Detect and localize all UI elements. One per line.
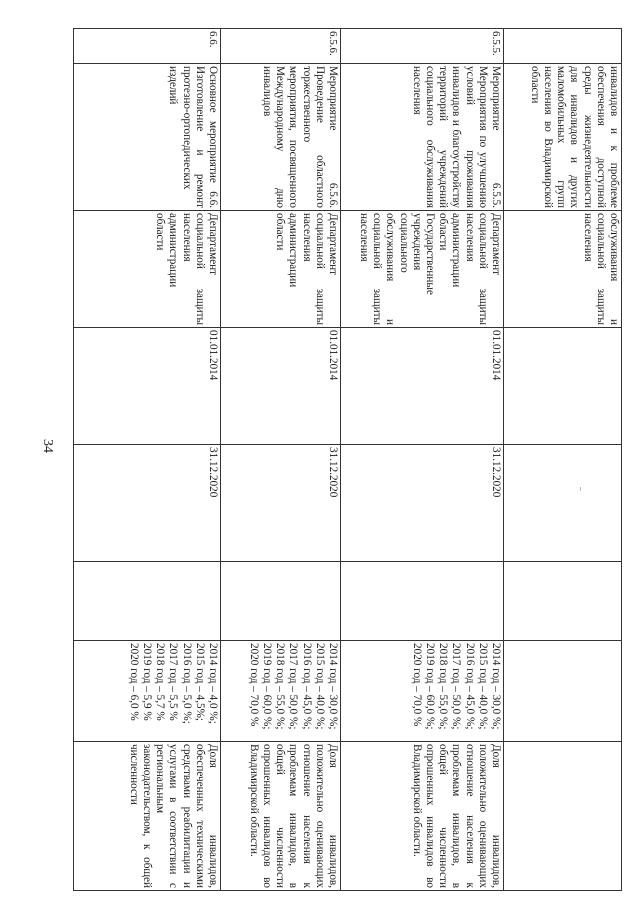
value-line: 2017 год – 50,0 %; [287, 643, 300, 730]
value-line: 2019 год – 60,0 %; [260, 643, 273, 730]
value-line: 2018 год – 5,7 % [154, 643, 167, 721]
row-number-cell [504, 29, 622, 64]
value-line: 2014 год – 30,0 %; [327, 643, 339, 730]
indicator-cell: Доля инвалидов, положительно оценивающих отношение населения к проблемам инвалидов, в общей численности опрошенных инвалидов во Владимирской области. [221, 742, 341, 891]
spacer-cell [221, 562, 341, 641]
value-line: 2020 год – 6,0 % [127, 643, 140, 721]
value-line: 2016 год – 45,0 %; [463, 643, 476, 730]
end-date-cell: 31.12.2020 [74, 445, 221, 562]
value-line: 2014 год – 4,0 %; [207, 643, 219, 724]
value-line: 2018 год – 55,0 %; [437, 643, 450, 730]
value-line: 2016 год – 5,0 %; [180, 643, 193, 724]
rotated-page-frame [74, 28, 622, 890]
values-cell [504, 641, 622, 742]
executor-cell: Департамент социальной защиты населения администрации области [221, 211, 341, 328]
table-row [341, 29, 504, 891]
table-row [221, 29, 341, 891]
values-cell [74, 641, 221, 742]
executor-cell: Департамент социальной защиты населения администрации области Государственные учреждения социального обслуживания и социальной защиты населения [341, 211, 504, 328]
value-line: 2015 год – 40,0 %; [313, 643, 326, 730]
value-line: 2019 год – 60,0 %; [423, 643, 436, 730]
measure-cell: Мероприятие 6.5.5. Мероприятия по улучшению условий проживания инвалидов и благоустройству территорий учреждений социального обслуживания населения [341, 64, 504, 211]
values-cell [341, 641, 504, 742]
value-line: 2014 год – 30,0 %; [490, 643, 502, 730]
row-number-cell: 6.6. [74, 29, 221, 64]
end-date-cell: 31.12.2020 [341, 445, 504, 562]
start-date-cell: 01.01.2014 [221, 328, 341, 445]
measure-cell: Основное мероприятие 6.6. Изготовление и ремонт протезно-ортопедических изделий [74, 64, 221, 211]
measure-cell: Мероприятие 6.5.6. Проведение областного торжественного мероприятия, посвященного Международному дню инвалидов [221, 64, 341, 211]
start-date-cell: 01.01.2014 [341, 328, 504, 445]
spacer-cell [74, 562, 221, 641]
executor-cell: Департамент социальной защиты населения администрации области [74, 211, 221, 328]
indicator-cell: Доля инвалидов, обеспеченных техническими средствами реабилитации и услугами в соответствии с региональным законодательством, к общей численности [74, 742, 221, 891]
value-line: 2019 год – 5,9 % [140, 643, 153, 721]
value-line: 2017 год – 5,5 % [167, 643, 180, 721]
value-line: 2020 год – 70,0 % [410, 643, 423, 727]
table-row [74, 29, 221, 891]
end-date-cell [504, 445, 622, 562]
value-line: 2016 год – 45,0 %; [300, 643, 313, 730]
value-line: 2018 год – 55,0 %; [274, 643, 287, 730]
spacer-cell [341, 562, 504, 641]
measures-table [74, 28, 622, 890]
value-line: 2017 год – 50,0 %; [450, 643, 463, 730]
indicator-cell [504, 742, 622, 891]
page-number: 34 [40, 439, 55, 453]
row-number-cell: 6.5.5. [341, 29, 504, 64]
executor-cell: обслуживания и социальной защиты населения [504, 211, 622, 328]
values-cell [221, 641, 341, 742]
end-date-cell: 31.12.2020 [221, 445, 341, 562]
spacer-cell [504, 562, 622, 641]
table-row [504, 29, 622, 891]
start-date-cell [504, 328, 622, 445]
value-line: 2015 год – 4,5%; [193, 643, 206, 722]
indicator-cell: Доля инвалидов, положительно оценивающих отношение населения к проблемам инвалидов, в общей численности опрошенных инвалидов во Владимирской области. [341, 742, 504, 891]
measure-cell: инвалидов и к проблеме обеспечения доступной среды жизнедеятельности для инвалидов и других маломобильных групп населения во Владимирской области [504, 64, 622, 211]
start-date-cell: 01.01.2014 [74, 328, 221, 445]
value-line: 2020 год – 70,0 % [247, 643, 260, 727]
row-number-cell: 6.5.6. [221, 29, 341, 64]
value-line: 2015 год – 40,0 %; [476, 643, 489, 730]
